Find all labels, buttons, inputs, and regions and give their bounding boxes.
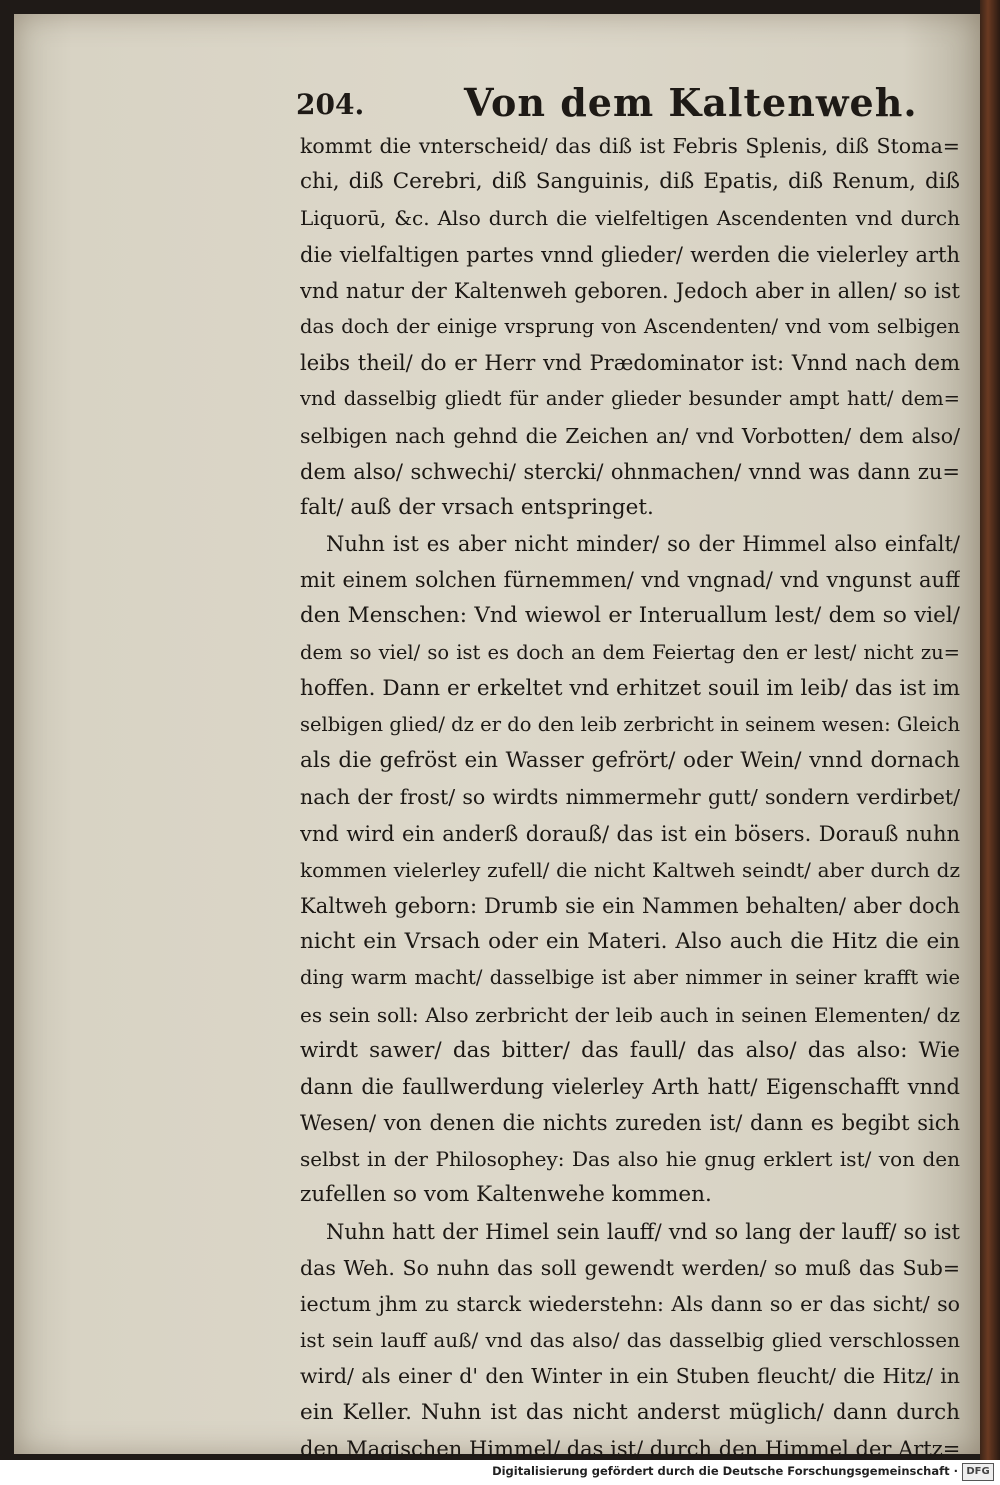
text-line: vnd wird ein anderß dorauß/ das ist ein bösers. Dorauß nuhn — [300, 821, 960, 846]
text-line: selbigen nach gehnd die Zeichen an/ vnd Vorbotten/ dem also/ — [300, 423, 960, 448]
text-line: selbst in der Philosophey: Das also hie gnug erklert ist/ von den — [300, 1147, 960, 1172]
text-line: leibs theil/ do er Herr vnd Prædominator ist: Vnnd nach dem — [300, 351, 960, 376]
text-line: es sein soll: Also zerbricht der leib auch in seinen Elementen/ dz — [300, 1002, 960, 1027]
dfg-logo-icon: DFG — [962, 1463, 994, 1481]
text-line: zufellen so vom Kaltenwehe kommen. — [300, 1182, 712, 1208]
text-line: wird/ als einer d' den Winter in ein Stuben fleucht/ die Hitz/ in — [300, 1364, 960, 1389]
text-line: falt/ auß der vrsach entspringet. — [300, 494, 654, 520]
text-line: Wesen/ von denen die nichts zureden ist/ dann es begibt sich — [300, 1111, 960, 1136]
funding-credit: Digitalisierung gefördert durch die Deutsche Forschungsgemeinschaft · — [492, 1464, 958, 1478]
text-line: chi, diß Cerebri, diß Sanguinis, diß Epatis, diß Renum, diß — [300, 169, 960, 195]
text-line: dem so viel/ so ist es doch an dem Feiertag den er lest/ nicht zu= — [300, 640, 960, 664]
text-line: nicht ein Vrsach oder ein Materi. Also auch die Hitz die ein — [300, 929, 960, 955]
text-line: nach der frost/ so wirdts nimmermehr gutt/ sondern verdirbet/ — [300, 785, 960, 810]
text-line: kommt die vnterscheid/ das diß ist Febris Splenis, diß Stoma= — [300, 134, 960, 158]
text-line: mit einem solchen fürnemmen/ vnd vngnad/ vnd vngunst auff — [300, 568, 960, 593]
text-line: vnd natur der Kaltenweh geboren. Jedoch aber in allen/ so ist — [300, 278, 960, 303]
text-line: selbigen glied/ dz er do den leib zerbricht in seinem wesen: Gleich — [300, 713, 960, 736]
text-line: die vielfaltigen partes vnnd glieder/ werden die vielerley arth — [300, 242, 960, 267]
text-line: ein Keller. Nuhn ist das nicht anderst müglich/ dann durch — [300, 1399, 960, 1425]
text-line: den Menschen: Vnd wiewol er Interuallum lest/ dem so viel/ — [300, 603, 960, 629]
text-line: Nuhn hatt der Himel sein lauff/ vnd so lang der lauff/ so ist — [326, 1219, 960, 1244]
page-edge — [980, 0, 1000, 1460]
text-line: ist sein lauff auß/ vnd das also/ das dasselbig glied verschlossen — [300, 1328, 960, 1353]
text-block — [300, 128, 960, 1460]
text-line: vnd dasselbig gliedt für ander glieder besunder ampt hatt/ dem= — [300, 387, 960, 411]
text-line: ding warm macht/ dasselbige ist aber nimmer in seiner krafft wie — [300, 966, 960, 990]
text-line: das Weh. So nuhn das soll gewendt werden/ so muß das Sub= — [300, 1255, 960, 1280]
running-title: Von dem Kaltenweh. — [464, 80, 918, 125]
text-line: hoffen. Dann er erkeltet vnd erhitzet souil im leib/ das ist im — [300, 675, 960, 701]
text-line: dem also/ schwechi/ stercki/ ohnmachen/ vnnd was dann zu= — [300, 459, 960, 484]
text-line: iectum jhm zu starck wiederstehn: Als dann so er das sicht/ so — [300, 1292, 960, 1316]
text-line: als die gefröst ein Wasser gefrört/ oder Wein/ vnnd dornach — [300, 748, 960, 774]
text-line: Liquorū, &c. Also durch die vielfeltigen Ascendenten vnd durch — [300, 206, 960, 231]
footer-bar — [0, 1460, 1000, 1485]
text-line: wirdt sawer/ das bitter/ das faull/ das also/ das also: Wie — [300, 1037, 960, 1063]
text-line: Nuhn ist es aber nicht minder/ so der Himmel also einfalt/ — [326, 532, 960, 557]
text-line: Kaltweh geborn: Drumb sie ein Nammen behalten/ aber doch — [300, 893, 960, 918]
running-head — [296, 80, 956, 128]
page-number: 204. — [296, 88, 365, 121]
text-line: das doch der einige vrsprung von Ascendenten/ vnd vom selbigen — [300, 314, 960, 338]
text-line: kommen vielerley zufell/ die nicht Kaltweh seindt/ aber durch dz — [300, 857, 960, 882]
text-line: dann die faullwerdung vielerley Arth hatt/ Eigenschafft vnnd — [300, 1074, 960, 1099]
text-line: den Magischen Himmel/ das ist/ durch den Himmel der Artz= — [300, 1436, 960, 1460]
